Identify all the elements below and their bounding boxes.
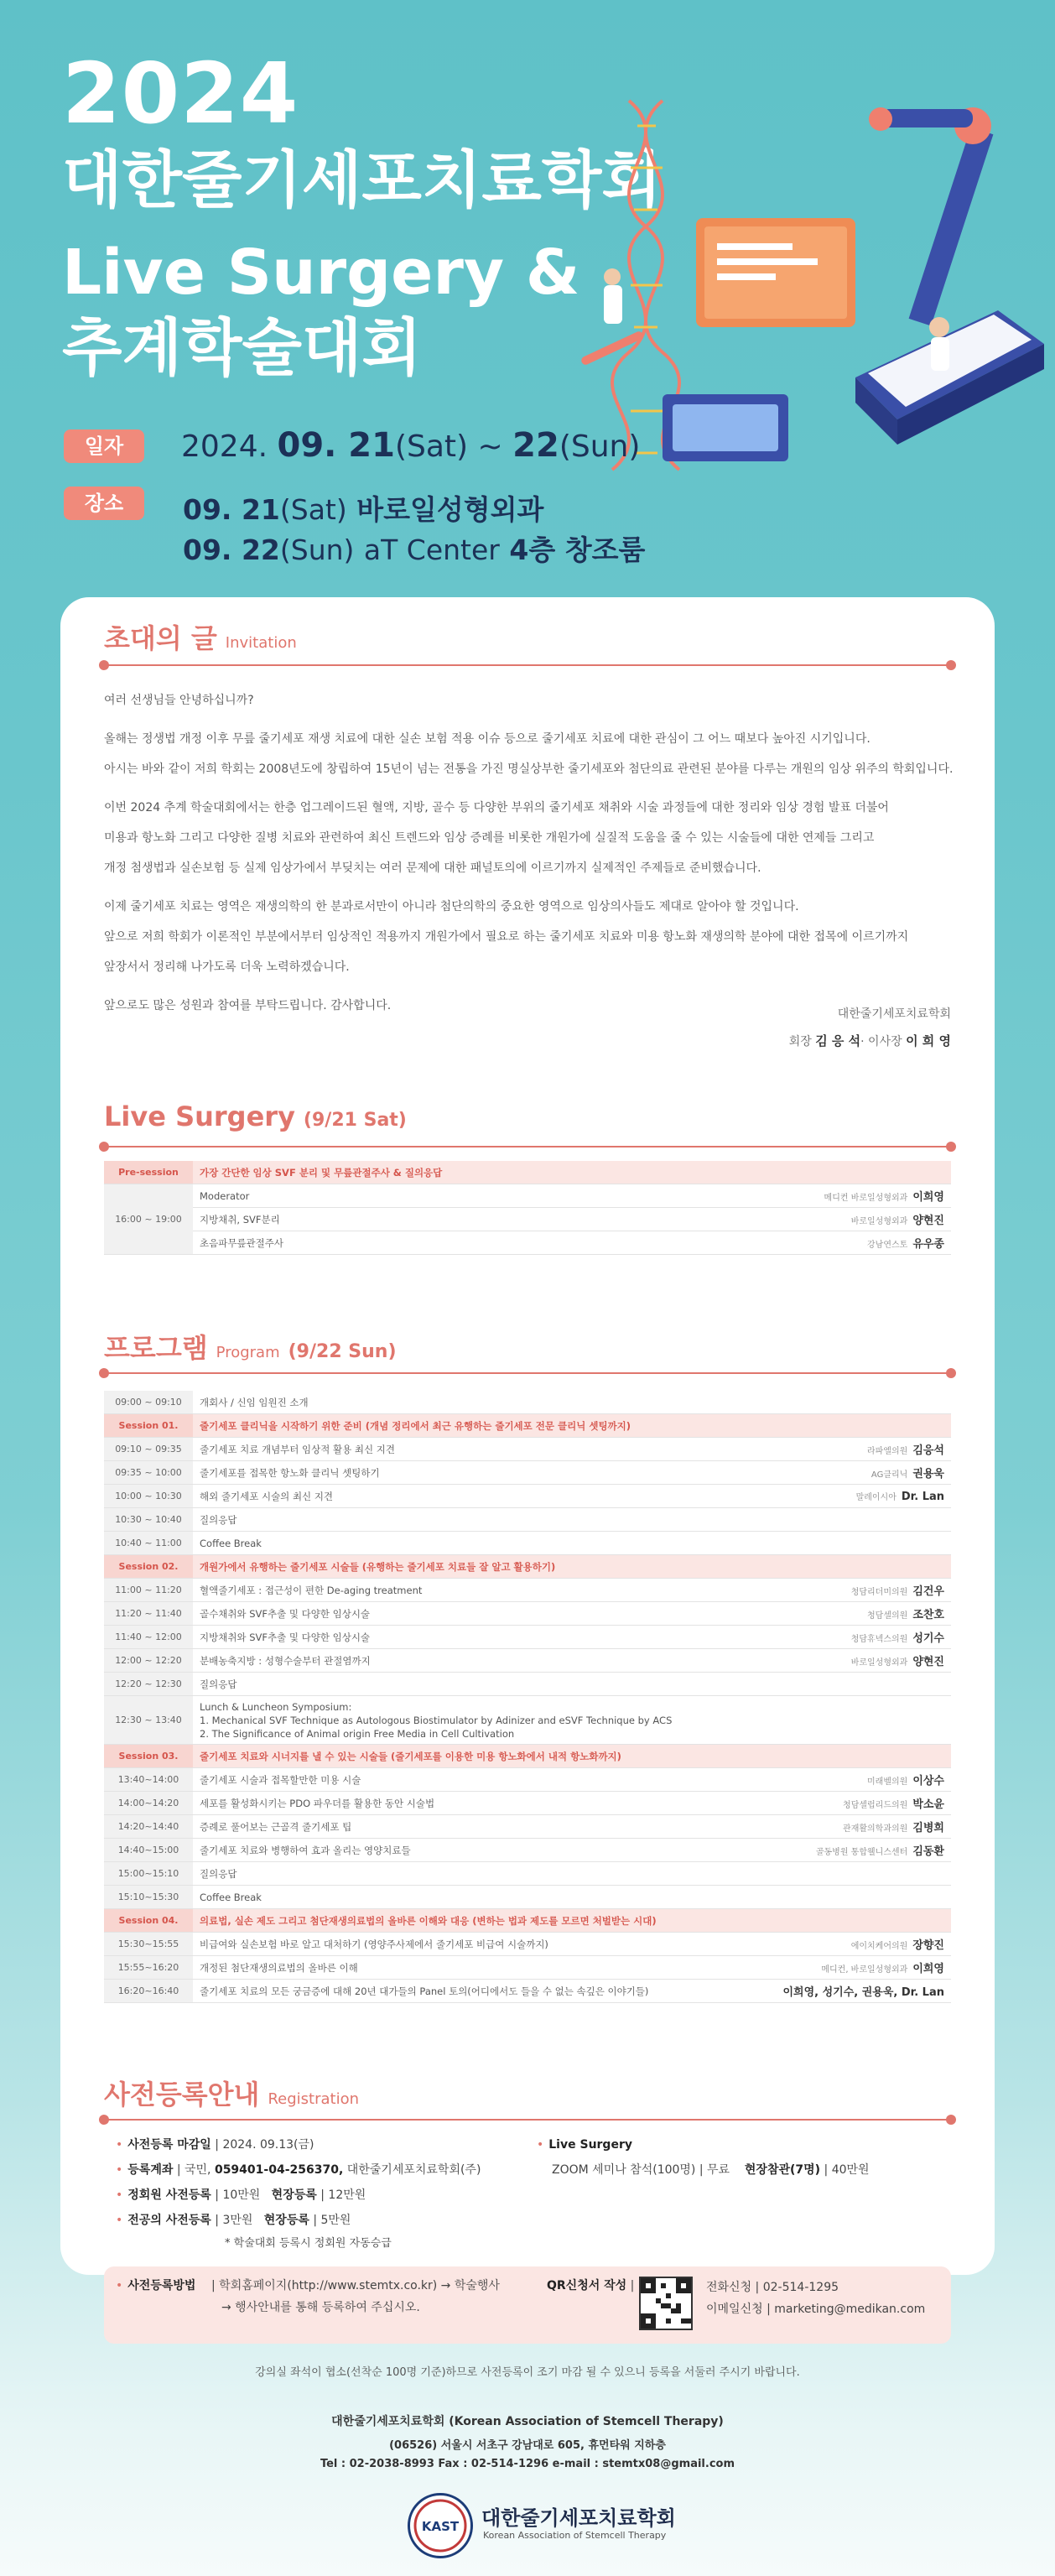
table-row bbox=[104, 1208, 951, 1231]
time-cell: 09:00 ~ 09:10 bbox=[104, 1391, 193, 1414]
time-cell: 10:00 ~ 10:30 bbox=[104, 1485, 193, 1508]
invitation-paragraph: 앞으로도 많은 성원과 참여를 부탁드립니다. 감사합니다. bbox=[104, 999, 392, 1012]
time-cell: 15:55~16:20 bbox=[104, 1956, 193, 1980]
resident-onsite-fee: 5만원 bbox=[320, 2214, 351, 2227]
topic-cell: 개회사 / 신임 임원진 소개 bbox=[193, 1391, 686, 1414]
program-title-en: Program bbox=[216, 1344, 280, 1361]
account-label: 등록계좌 bbox=[127, 2163, 174, 2177]
session-header-row bbox=[104, 1745, 951, 1768]
speaker bbox=[686, 1602, 951, 1626]
session-header-row bbox=[104, 1414, 951, 1438]
table-row bbox=[104, 1839, 951, 1862]
deadline-row: • 사전등록 마감일 | 2024. 09.13(금) bbox=[116, 2138, 314, 2152]
email-address[interactable]: marketing@medikan.com bbox=[774, 2303, 926, 2316]
speaker-affiliation: 말레이시아 bbox=[855, 1492, 896, 1502]
pre-session-time: 16:00 ~ 19:00 bbox=[104, 1184, 193, 1255]
society-logo-icon bbox=[408, 2493, 473, 2558]
speaker bbox=[686, 1933, 951, 1956]
footer-contact: Tel : 02-2038-8993 Fax : 02-514-1296 e-mail : stemtx08@gmail.com bbox=[320, 2458, 735, 2470]
signature-president-label: 회장 bbox=[788, 1035, 812, 1049]
topic-cell: 개정된 첨단재생의료법의 올바른 이해 bbox=[193, 1956, 686, 1980]
speaker bbox=[686, 1626, 951, 1649]
speaker-name: 권용욱 bbox=[912, 1468, 944, 1481]
live-surgery-title bbox=[104, 1101, 407, 1132]
registration-divider bbox=[104, 2119, 951, 2121]
speaker-name: 이상수 bbox=[912, 1775, 944, 1788]
live-surgery-fee-row: ZOOM 세미나 참석(100명) | 무료 현장참관(7명) | 40만원 bbox=[552, 2163, 870, 2177]
footer-logo-text: 대한줄기세포치료학회 bbox=[481, 2506, 676, 2530]
table-row bbox=[104, 1792, 951, 1815]
topic-cell: 질의응답 bbox=[193, 1862, 686, 1886]
member-onsite-fee: 12만원 bbox=[328, 2188, 366, 2202]
table-row bbox=[104, 1184, 951, 1208]
venue-day1 bbox=[183, 488, 543, 528]
live-surgery-title-text: Live Surgery bbox=[104, 1101, 295, 1132]
live-topic: Moderator bbox=[193, 1184, 686, 1208]
zoom-option: ZOOM 세미나 참석(100명) bbox=[552, 2163, 696, 2177]
speaker bbox=[686, 1391, 951, 1414]
time-cell: Session 02. bbox=[104, 1555, 193, 1579]
live-topic: 초음파무릎관절주사 bbox=[193, 1231, 686, 1255]
speaker bbox=[686, 1231, 951, 1255]
member-fee: 10만원 bbox=[222, 2188, 261, 2202]
onsite-label: 현장등록 bbox=[271, 2188, 317, 2202]
qr-label: QR신청서 작성 bbox=[547, 2279, 627, 2292]
time-cell: 12:00 ~ 12:20 bbox=[104, 1649, 193, 1673]
speaker-name: 양현진 bbox=[912, 1656, 944, 1668]
time-cell: 15:10~15:30 bbox=[104, 1886, 193, 1909]
time-cell: 15:30~15:55 bbox=[104, 1933, 193, 1956]
venue-day1-date: 09. 21 bbox=[183, 493, 280, 526]
registration-title bbox=[104, 2074, 359, 2112]
pre-session-label: Pre-session bbox=[104, 1161, 193, 1184]
invitation-paragraph: 여러 선생님들 안녕하십니까? bbox=[104, 694, 254, 707]
onsite-observe-label: 현장참관(7명) bbox=[744, 2163, 821, 2177]
table-row bbox=[104, 1231, 951, 1255]
topic-line: 1. Mechanical SVF Technique as Autologous Biostimulator by Adinizer and eSVF Technique by ACS bbox=[200, 1714, 673, 1726]
venue-day2-weekday: (Sun) bbox=[279, 533, 355, 566]
time-cell: 13:40~14:00 bbox=[104, 1768, 193, 1792]
table-row bbox=[104, 1673, 951, 1696]
time-cell: 11:20 ~ 11:40 bbox=[104, 1602, 193, 1626]
table-row bbox=[104, 1391, 951, 1414]
topic-cell: 줄기세포 치료 개념부터 임상적 활용 최신 지견 bbox=[193, 1438, 686, 1461]
speaker-name: 유우종 bbox=[912, 1238, 944, 1251]
program-title bbox=[104, 1327, 397, 1366]
invitation-paragraph: 아시는 바와 같이 저희 학회는 2008년도에 창립하여 15년이 넘는 전통을 가진 명실상부한 줄기세포와 첨단의료 관련된 분야를 다루는 개원의 임상 위주의 학회입니다. bbox=[104, 762, 954, 776]
account-row: • 등록계좌 | 국민, 059401-04-256370, 대한줄기세포치료학회(주) bbox=[116, 2163, 481, 2177]
content-card bbox=[60, 597, 995, 2379]
speaker bbox=[686, 1768, 951, 1792]
footer-logo-subtext: Korean Association of Stemcell Therapy bbox=[483, 2530, 667, 2541]
time-cell: 14:00~14:20 bbox=[104, 1792, 193, 1815]
onsite-label: 현장등록 bbox=[263, 2214, 309, 2227]
invitation-paragraph: 미용과 항노화 그리고 다양한 질병 치료와 관련하여 최신 트렌드와 임상 증례를 비롯한 개원가에 실질적 도움을 줄 수 있는 시술들에 대한 연제들 그리고 bbox=[104, 831, 875, 845]
speaker-affiliation: 바로일성형외과 bbox=[850, 1658, 908, 1668]
speaker bbox=[686, 1184, 951, 1208]
date-day1: 09. 21 bbox=[277, 426, 395, 465]
time-cell: 15:00~15:10 bbox=[104, 1862, 193, 1886]
place-pill: 장소 bbox=[64, 487, 144, 520]
table-row bbox=[104, 1768, 951, 1792]
event-date bbox=[181, 426, 640, 465]
topic-cell bbox=[193, 1696, 686, 1745]
hero-banner bbox=[0, 0, 1055, 604]
invitation-title-ko: 초대의 글 bbox=[104, 622, 217, 654]
time-cell: 16:20~16:40 bbox=[104, 1980, 193, 2003]
speaker bbox=[686, 1673, 951, 1696]
session-header-row bbox=[104, 1909, 951, 1933]
email-label: 이메일신청 bbox=[706, 2303, 763, 2316]
signature-chair-name: 이 희 영 bbox=[906, 1033, 951, 1049]
topic-cell: Coffee Break bbox=[193, 1532, 686, 1555]
speaker-affiliation: 메디컨, 바로일성형외과 bbox=[821, 1965, 908, 1975]
member-fee-row: • 정회원 사전등록 | 10만원 현장등록 | 12만원 bbox=[116, 2188, 366, 2202]
time-cell: Session 01. bbox=[104, 1414, 193, 1438]
table-row bbox=[104, 1438, 951, 1461]
time-cell: 14:20~14:40 bbox=[104, 1815, 193, 1839]
invitation-paragraph: 올해는 정생법 개정 이후 무릎 줄기세포 재생 치료에 대한 실손 보험 적용 이슈 등으로 줄기세포 치료에 대한 관심이 그 어느 때보다 높아진 시기입니다. bbox=[104, 732, 871, 746]
time-cell: Session 03. bbox=[104, 1745, 193, 1768]
time-cell: 10:30 ~ 10:40 bbox=[104, 1508, 193, 1532]
topic-line: Lunch & Luncheon Symposium: bbox=[200, 1700, 352, 1713]
speaker-name: Dr. Lan bbox=[901, 1490, 944, 1503]
method-label: 사전등록방법 bbox=[127, 2279, 196, 2292]
speaker-name: 김건우 bbox=[912, 1585, 944, 1598]
speaker-name: 성기수 bbox=[912, 1632, 944, 1645]
speaker bbox=[686, 1839, 951, 1862]
lab-illustration bbox=[579, 75, 1048, 512]
signature-president-name: 김 응 석 bbox=[815, 1033, 861, 1049]
live-surgery-divider bbox=[104, 1146, 951, 1147]
speaker bbox=[686, 1696, 951, 1745]
speaker bbox=[686, 1980, 951, 2003]
registration-title-en: Registration bbox=[268, 2090, 360, 2108]
footer-org-ko: 대한줄기세포치료학회 bbox=[331, 2415, 445, 2428]
speaker-affiliation: 라파엘의원 bbox=[867, 1447, 908, 1456]
account-bank: 국민, bbox=[184, 2163, 211, 2177]
speaker-name: 김병희 bbox=[912, 1822, 944, 1834]
topic-cell: 줄기세포를 접목한 항노화 클리닉 셋팅하기 bbox=[193, 1461, 686, 1485]
invitation-paragraph: 이제 줄기세포 치료는 영역은 재생의학의 한 분과로서만이 아니라 첨단의학의 중요한 영역으로 임상의사들도 제대로 알아야 할 것입니다. bbox=[104, 900, 799, 913]
topic-cell: 해외 줄기세포 시술의 최신 지견 bbox=[193, 1485, 686, 1508]
topic-cell: 줄기세포 치료와 시너지를 낼 수 있는 시술들 (줄기세포를 이용한 미용 항노화에서 내적 항노화까지) bbox=[193, 1745, 951, 1768]
speaker-affiliation: 바로일성형외과 bbox=[850, 1217, 908, 1226]
program-table bbox=[104, 1391, 951, 2003]
onsite-observe-fee: 40만원 bbox=[831, 2163, 870, 2177]
date-pill: 일자 bbox=[64, 429, 144, 463]
time-cell: 12:30 ~ 13:40 bbox=[104, 1696, 193, 1745]
speaker bbox=[686, 1815, 951, 1839]
topic-cell: 혈액줄기세포 : 접근성이 편한 De-aging treatment bbox=[193, 1579, 686, 1602]
homepage-link[interactable]: 학회홈페이지(http://www.stemtx.co.kr) → 학술행사 bbox=[219, 2279, 500, 2292]
live-surgery-fee-title: • Live Surgery bbox=[537, 2138, 632, 2152]
table-row bbox=[104, 1862, 951, 1886]
venue-day2-name: aT Center bbox=[363, 533, 500, 566]
speaker-name: 조찬호 bbox=[912, 1609, 944, 1621]
phone-label: 전화신청 bbox=[706, 2281, 752, 2294]
speaker-name: 김동환 bbox=[912, 1845, 944, 1858]
speaker bbox=[686, 1862, 951, 1886]
table-row bbox=[104, 1461, 951, 1485]
speaker-affiliation: 청담셀의원 bbox=[867, 1611, 908, 1621]
footer-org-en: (Korean Association of Stemcell Therapy) bbox=[449, 2415, 724, 2428]
speaker bbox=[686, 1579, 951, 1602]
logo-mark: KAST bbox=[421, 2519, 460, 2534]
topic-cell: 줄기세포 치료와 병행하여 효과 올리는 영양치료들 bbox=[193, 1839, 686, 1862]
speaker-name: 김응석 bbox=[912, 1444, 944, 1457]
speaker-name: 이희영 bbox=[912, 1963, 944, 1975]
speaker bbox=[686, 1792, 951, 1815]
topic-cell: 줄기세포 치료의 모든 궁금증에 대해 20년 대가들의 Panel 토의(어디에서도 들을 수 없는 속깊은 이야기들) bbox=[193, 1980, 686, 2003]
hero-title-line3: 추계학술대회 bbox=[62, 312, 422, 384]
venue-day1-name: 바로일성형외과 bbox=[356, 493, 544, 526]
speaker-name: 박소윤 bbox=[912, 1798, 944, 1811]
speaker-affiliation: 미래벨의원 bbox=[867, 1777, 908, 1787]
speaker bbox=[686, 1208, 951, 1231]
invitation-divider bbox=[104, 664, 951, 666]
topic-cell: 질의응답 bbox=[193, 1508, 686, 1532]
hero-title-line1: 대한줄기세포치료학회 bbox=[62, 144, 662, 216]
registration-title-ko: 사전등록안내 bbox=[104, 2079, 260, 2110]
zoom-fee: 무료 bbox=[707, 2163, 730, 2177]
speaker bbox=[686, 1508, 951, 1532]
invitation-body bbox=[104, 688, 959, 1023]
method-line1: | 학회홈페이지(http://www.stemtx.co.kr) → 학술행사 bbox=[211, 2279, 500, 2292]
auto-upgrade-note: * 학술대회 등록시 정회원 자동승급 bbox=[225, 2237, 392, 2250]
speaker-affiliation: 청담휴넥스의원 bbox=[850, 1635, 908, 1644]
qr-code-icon[interactable] bbox=[639, 2277, 693, 2330]
topic-cell: 줄기세포 클리닉을 시작하기 위한 준비 (개념 정리에서 최근 유행하는 줄기세포 전문 클리닉 셋팅까지) bbox=[193, 1414, 951, 1438]
invitation-org: 대한줄기세포치료학회 bbox=[837, 1007, 951, 1021]
speaker bbox=[686, 1532, 951, 1555]
resident-fee-label: 전공의 사전등록 bbox=[127, 2214, 211, 2227]
deadline-value: 2024. 09.13(금) bbox=[222, 2138, 314, 2152]
table-row bbox=[104, 1933, 951, 1956]
date-day2: 22 bbox=[512, 426, 559, 465]
method-label-row: • 사전등록방법 bbox=[116, 2279, 196, 2292]
speaker bbox=[686, 1886, 951, 1909]
invitation-paragraph: 앞으로 저희 학회가 이론적인 부분에서부터 임상적인 적용까지 개원가에서 필요로 하는 줄기세포 치료와 미용 항노화 재생의학 분야에 대한 접목에 이르기까지 bbox=[104, 930, 909, 944]
speaker bbox=[686, 1461, 951, 1485]
venue-day2 bbox=[183, 528, 645, 568]
table-row bbox=[104, 1626, 951, 1649]
topic-cell: 증례로 풀어보는 근골격 줄기세포 팁 bbox=[193, 1815, 686, 1839]
time-cell: 12:20 ~ 12:30 bbox=[104, 1673, 193, 1696]
member-fee-label: 정회원 사전등록 bbox=[127, 2188, 211, 2202]
table-row bbox=[104, 1508, 951, 1532]
table-row bbox=[104, 1602, 951, 1626]
time-cell: 09:10 ~ 09:35 bbox=[104, 1438, 193, 1461]
program-title-ko: 프로그램 bbox=[104, 1332, 208, 1364]
invitation-title bbox=[104, 617, 297, 656]
live-topic: 지방채취, SVF분리 bbox=[193, 1208, 686, 1231]
live-surgery-fee-label: Live Surgery bbox=[548, 2138, 632, 2152]
program-divider bbox=[104, 1372, 951, 1374]
invitation-title-en: Invitation bbox=[225, 634, 297, 652]
topic-cell: 줄기세포 시술과 접목할만한 미용 시술 bbox=[193, 1768, 686, 1792]
account-number: 059401-04-256370, bbox=[214, 2163, 344, 2177]
speaker-affiliation: 에이치케어의원 bbox=[850, 1942, 908, 1951]
topic-cell: 비급여와 실손보험 바로 알고 대처하기 (영양주사제에서 줄기세포 비급여 시술까지) bbox=[193, 1933, 686, 1956]
phone-number[interactable]: 02-514-1295 bbox=[762, 2281, 839, 2294]
topic-cell: 질의응답 bbox=[193, 1673, 686, 1696]
time-cell: 10:40 ~ 11:00 bbox=[104, 1532, 193, 1555]
venue-day2-room: 4층 창조룸 bbox=[509, 533, 646, 566]
time-cell: 14:40~15:00 bbox=[104, 1839, 193, 1862]
venue-day1-weekday: (Sat) bbox=[279, 493, 347, 526]
table-row bbox=[104, 1161, 951, 1184]
time-cell: 11:40 ~ 12:00 bbox=[104, 1626, 193, 1649]
speaker-affiliation: 청담리더미의원 bbox=[850, 1588, 908, 1597]
footer-address: (06526) 서울시 서초구 강남대로 605, 휴먼타워 지하층 bbox=[389, 2439, 666, 2452]
date-day1-weekday: (Sat) ~ bbox=[394, 429, 513, 464]
date-year: 2024. bbox=[181, 429, 268, 464]
deadline-label: 사전등록 마감일 bbox=[127, 2138, 211, 2152]
time-cell: 11:00 ~ 11:20 bbox=[104, 1579, 193, 1602]
qr-label-row: QR신청서 작성 | bbox=[547, 2279, 635, 2292]
live-surgery-table bbox=[104, 1161, 951, 1255]
session-header-row bbox=[104, 1555, 951, 1579]
account-owner: 대한줄기세포치료학회(주) bbox=[346, 2163, 481, 2177]
time-cell: 09:35 ~ 10:00 bbox=[104, 1461, 193, 1485]
speaker bbox=[686, 1438, 951, 1461]
pre-session-title: 가장 간단한 임상 SVF 분리 및 무릎관절주사 & 질의응답 bbox=[193, 1161, 951, 1184]
topic-cell: 지방채취와 SVF추출 및 다양한 임상시술 bbox=[193, 1626, 686, 1649]
speaker bbox=[686, 1956, 951, 1980]
speaker-affiliation: 골동병원 통합웰니스센터 bbox=[815, 1848, 908, 1857]
registration-notice: 강의실 좌석이 협소(선착순 100명 기준)하므로 사전등록이 조기 마감 될 수 있으니 등록을 서둘러 주시기 바랍니다. bbox=[255, 2366, 800, 2379]
speaker-name: 이희영 bbox=[912, 1191, 944, 1204]
table-row bbox=[104, 1485, 951, 1508]
speaker-affiliation: 청담셀럽리드의원 bbox=[843, 1801, 908, 1810]
invitation-paragraph: 이번 2024 추계 학술대회에서는 한층 업그레이드된 혈액, 지방, 골수 등 다양한 부위의 줄기세포 채취와 시술 과정들에 대한 정리와 임상 경험 발표 더불어 bbox=[104, 801, 889, 814]
table-row bbox=[104, 1649, 951, 1673]
program-date: (9/22 Sun) bbox=[288, 1341, 397, 1362]
topic-cell: 분배농축지방 : 성형수술부터 관절염까지 bbox=[193, 1649, 686, 1673]
venue-day2-date: 09. 22 bbox=[183, 533, 280, 566]
signature-chair-label: · 이사장 bbox=[860, 1035, 902, 1049]
topic-line: 2. The Significance of Animal origin Free Media in Cell Cultivation bbox=[200, 1727, 515, 1740]
table-row bbox=[104, 1886, 951, 1909]
table-row bbox=[104, 1815, 951, 1839]
resident-fee-row: • 전공의 사전등록 | 3만원 현장등록 | 5만원 bbox=[116, 2214, 351, 2227]
table-row bbox=[104, 1980, 951, 2003]
speaker bbox=[686, 1649, 951, 1673]
date-day2-weekday: (Sun) bbox=[559, 429, 641, 464]
speaker-name: 이희영, 성기수, 권용욱, Dr. Lan bbox=[782, 1986, 944, 1999]
speaker-affiliation: 관재활의학과의원 bbox=[843, 1824, 908, 1834]
topic-cell: Coffee Break bbox=[193, 1886, 686, 1909]
resident-fee: 3만원 bbox=[222, 2214, 253, 2227]
footer-org bbox=[0, 2412, 1055, 2429]
table-row bbox=[104, 1696, 951, 1745]
table-row bbox=[104, 1532, 951, 1555]
topic-cell: 세포를 활성화시키는 PDO 파우더를 활용한 동안 시술법 bbox=[193, 1792, 686, 1815]
speaker bbox=[686, 1485, 951, 1508]
speaker-affiliation: 메디컨 바로일성형외과 bbox=[824, 1194, 908, 1203]
phone-row: 전화신청 | 02-514-1295 bbox=[706, 2281, 839, 2294]
topic-cell: 의료법, 실손 제도 그리고 첨단재생의료법의 올바른 이해와 대응 (변하는 법과 제도를 모르면 처벌받는 시대) bbox=[193, 1909, 951, 1933]
speaker-name: 양현진 bbox=[912, 1215, 944, 1227]
hero-title-line2: Live Surgery & bbox=[62, 237, 580, 309]
speaker-affiliation: AG클리닉 bbox=[871, 1470, 908, 1480]
method-line2: → 행사안내를 통해 등록하여 주십시오. bbox=[221, 2301, 420, 2314]
invitation-signature bbox=[789, 1032, 951, 1049]
speaker-affiliation: 강남연스토 bbox=[867, 1241, 908, 1250]
topic-cell: 골수채취와 SVF추출 및 다양한 임상시술 bbox=[193, 1602, 686, 1626]
table-row bbox=[104, 1956, 951, 1980]
invitation-paragraph: 앞장서서 정리해 나가도록 더욱 노력하겠습니다. bbox=[104, 960, 350, 974]
live-surgery-date: (9/21 Sat) bbox=[303, 1110, 407, 1131]
topic-cell: 개원가에서 유행하는 줄기세포 시술들 (유행하는 줄기세포 치료들 잘 알고 활용하기) bbox=[193, 1555, 951, 1579]
time-cell: Session 04. bbox=[104, 1909, 193, 1933]
email-row: 이메일신청 | marketing@medikan.com bbox=[706, 2303, 926, 2316]
speaker-name: 장향진 bbox=[912, 1939, 944, 1952]
invitation-paragraph: 개정 첨생법과 실손보험 등 실제 임상가에서 부딪치는 여러 문제에 대한 패널토의에 이르기까지 실제적인 주제들로 준비했습니다. bbox=[104, 861, 761, 875]
hero-year: 2024 bbox=[62, 44, 299, 143]
table-row bbox=[104, 1579, 951, 1602]
